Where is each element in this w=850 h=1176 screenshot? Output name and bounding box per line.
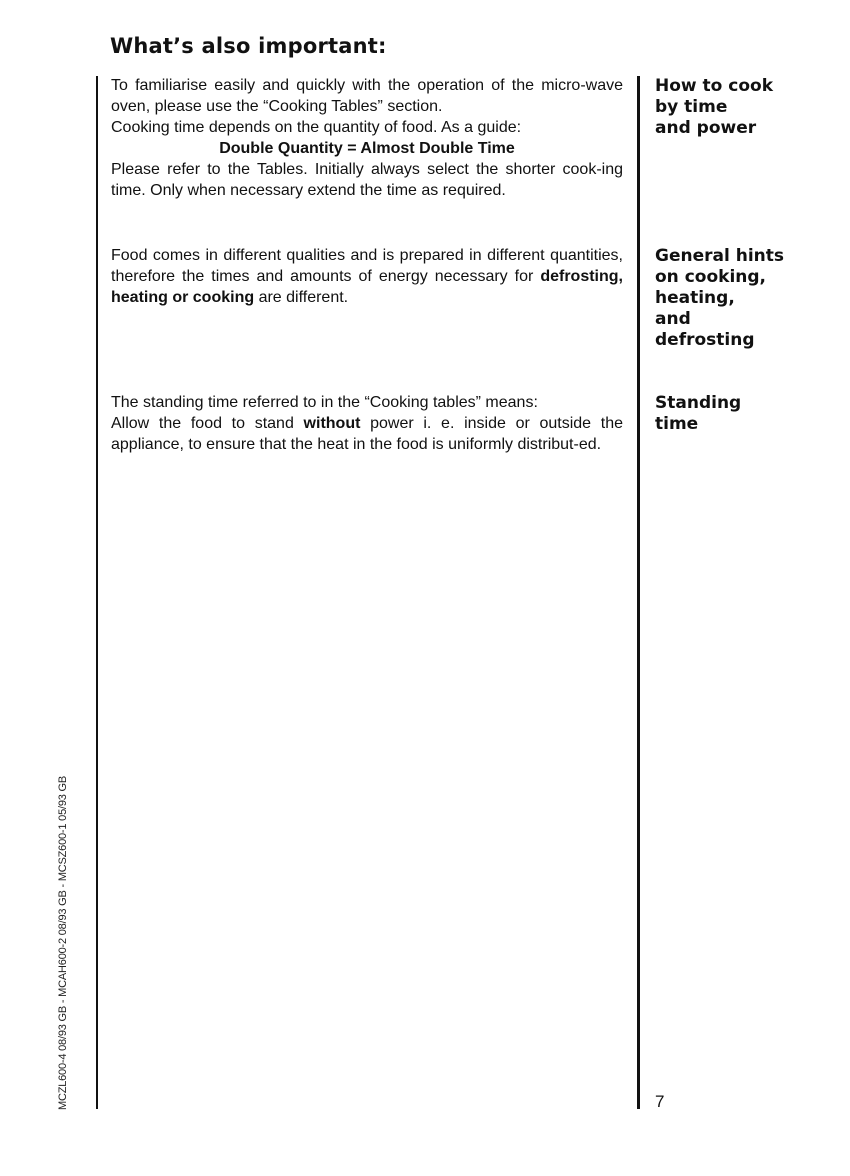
side-heading-cook-by-time: [655, 76, 773, 139]
paragraph-allow-stand: [111, 413, 623, 455]
side-heading-line: and power: [655, 118, 757, 138]
side-heading-general-hints: [655, 246, 784, 351]
text-run: are different.: [254, 289, 349, 306]
section-general-hints-body: [111, 245, 623, 308]
bold-run: without: [303, 415, 361, 432]
side-heading-line: General hints: [655, 246, 784, 266]
side-heading-line: Standing: [655, 393, 742, 413]
side-heading-line: How to cook: [655, 76, 773, 96]
paragraph-cooking-time: Cooking time depends on the quantity of food. As a guide:: [111, 119, 522, 136]
bold-run: defrosting, heating or cooking: [111, 268, 623, 306]
side-heading-line: and: [655, 309, 691, 329]
paragraph-food-qualities: [111, 245, 623, 308]
side-heading-line: by time: [655, 97, 728, 117]
right-column-rule: [637, 76, 640, 1109]
double-quantity-rule: Double Quantity = Almost Double Time: [219, 140, 515, 157]
side-heading-standing-time: [655, 393, 741, 435]
paragraph-familiarise: To familiarise easily and quickly with the operation of the micro-wave oven, please use the “Cooking Tables” section.: [111, 77, 623, 115]
side-heading-line: heating,: [655, 288, 735, 308]
page-title: What’s also important:: [110, 34, 387, 59]
text-run: Allow the food to stand: [111, 415, 304, 432]
section-standing-time-body: [111, 392, 623, 455]
left-margin-rule: [96, 76, 98, 1109]
paragraph-refer-tables: Please refer to the Tables. Initially always select the shorter cook-ing time. Only when necessary extend the time as required.: [111, 161, 623, 199]
section-cook-by-time-body: [111, 75, 623, 201]
text-run: power i. e. inside or outside the appliance, to ensure that the heat in the food is uniformly distribut-ed.: [111, 415, 624, 453]
paragraph-standing-time-definition: The standing time referred to in the “Cooking tables” means:: [111, 394, 538, 411]
side-heading-line: time: [655, 414, 699, 434]
page-number: 7: [655, 1092, 665, 1111]
text-run: Food comes in different qualities and is prepared in different quantities, therefore the times and amounts of energy necessary for: [111, 247, 623, 285]
side-heading-line: on cooking,: [655, 267, 766, 287]
side-heading-line: defrosting: [655, 330, 755, 350]
document-code: MCZL600-4 08/93 GB - MCAH600-2 08/93 GB - MCSZ600-1 05/93 GB: [57, 775, 69, 1110]
